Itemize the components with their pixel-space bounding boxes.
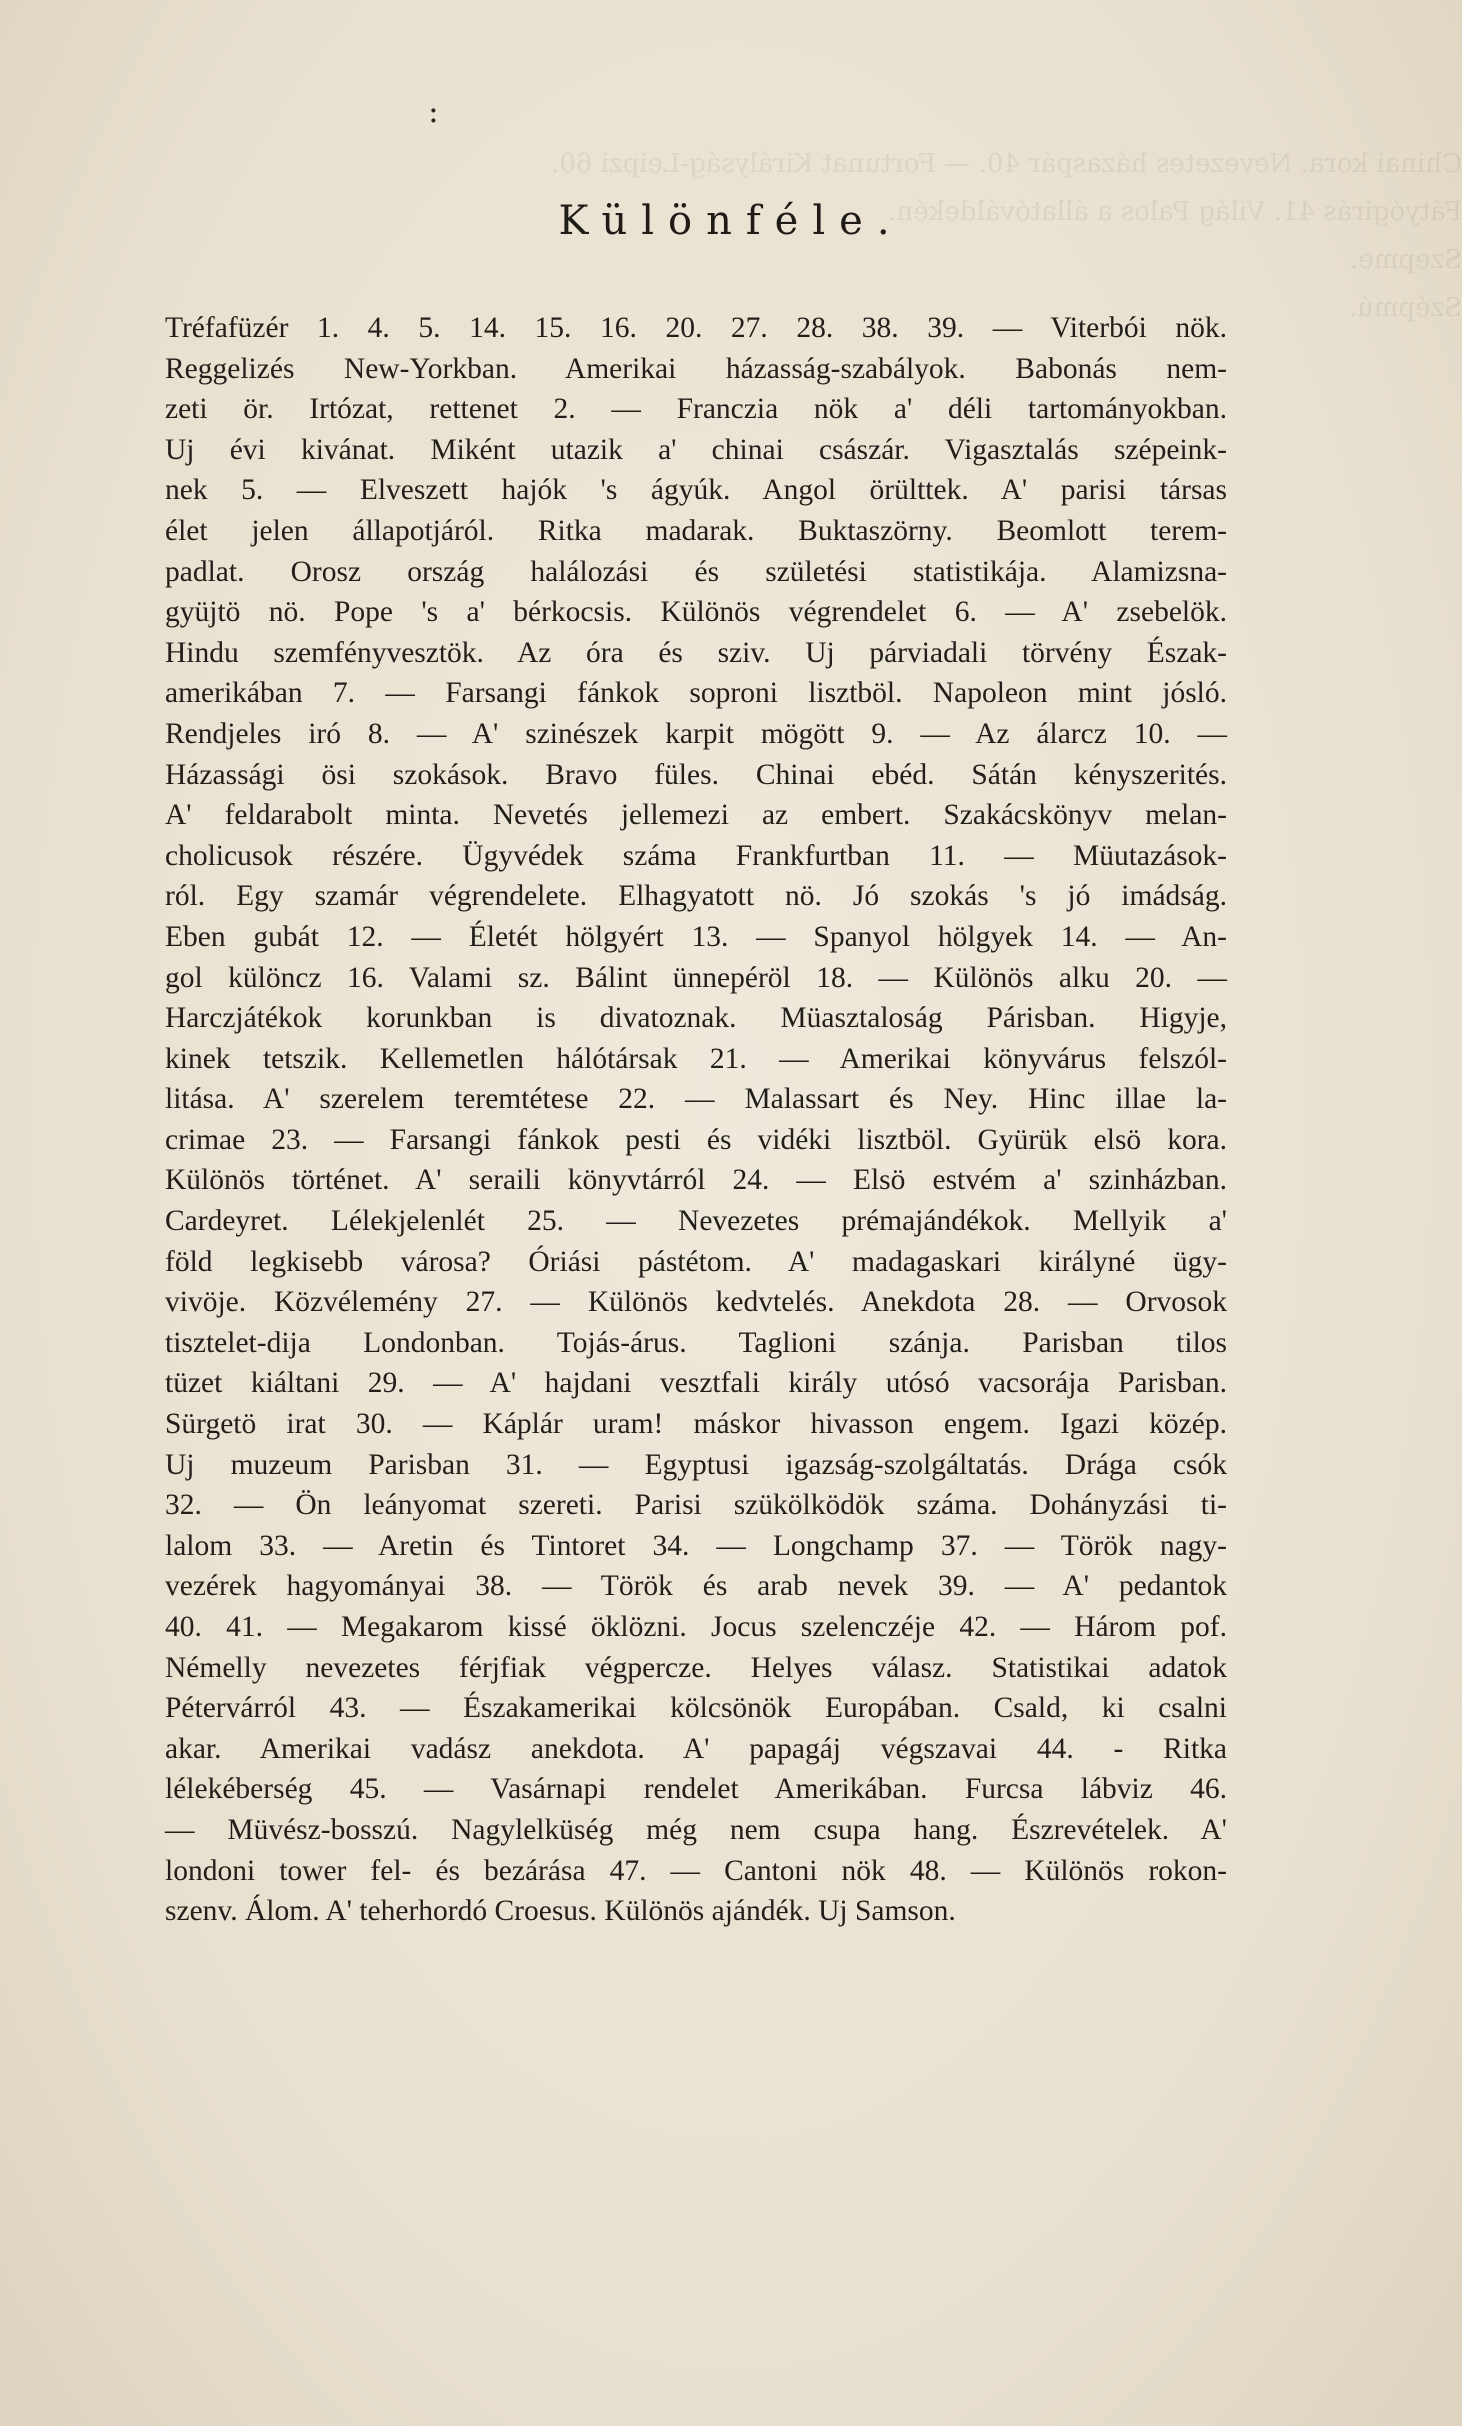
text-line: padlat. Orosz ország halálozási és születési statistikája. Alamizsna-: [165, 555, 1227, 588]
text-line: nek 5. — Elveszett hajók 's ágyúk. Angol örülttek. A' parisi társas: [165, 474, 1227, 507]
text-line: 32. — Ön leányomat szereti. Parisi szükölködök száma. Dohányzási ti-: [165, 1489, 1227, 1522]
text-line: Uj évi kivánat. Miként utazik a' chinai császár. Vigasztalás szépeink-: [165, 433, 1227, 466]
text-line: Hindu szemfényvesztök. Az óra és sziv. Uj párviadali törvény Észak-: [165, 636, 1227, 669]
text-line: föld legkisebb városa? Óriási pástétom. A' madagaskari királyné ügy-: [165, 1245, 1227, 1278]
text-line: zeti ör. Irtózat, rettenet 2. — Franczia nök a' déli tartományokban.: [165, 393, 1227, 426]
text-line: Házassági ösi szokások. Bravo füles. Chinai ebéd. Sátán kényszerités.: [165, 758, 1227, 791]
text-line: Reggelizés New-Yorkban. Amerikai házasság-szabályok. Babonás nem-: [165, 352, 1227, 385]
bleed-through-line: Szépmú.: [1348, 293, 1462, 323]
text-line: Harczjátékok korunkban is divatoznak. Müasztaloság Párisban. Higyje,: [165, 1002, 1227, 1035]
text-line: litása. A' szerelem teremtétese 22. — Malassart és Ney. Hinc illae la-: [165, 1083, 1227, 1116]
bleed-through-line: Chinai kora. Nevezetes házaspár 40. — Fortunat Királyság-Leipzi 60.: [551, 149, 1462, 179]
text-line: Cardeyret. Lélekjelenlét 25. — Nevezetes prémajándékok. Mellyik a': [165, 1205, 1227, 1238]
text-line: ról. Egy szamár végrendelete. Elhagyatott nö. Jó szokás 's jó imádság.: [165, 880, 1227, 913]
text-line: Némelly nevezetes férjfiak végpercze. Helyes válasz. Statistikai adatok: [165, 1651, 1227, 1684]
text-line: gol különcz 16. Valami sz. Bálint ünnepéröl 18. — Különös alku 20. —: [165, 961, 1227, 994]
text-line: vezérek hagyományai 38. — Török és arab nevek 39. — A' pedantok: [165, 1570, 1227, 1603]
text-line: Eben gubát 12. — Életét hölgyért 13. — Spanyol hölgyek 14. — An-: [165, 920, 1227, 953]
text-line: Sürgetö irat 30. — Káplár uram! máskor hivasson engem. Igazi közép.: [165, 1408, 1227, 1441]
text-line: tisztelet-dija Londonban. Tojás-árus. Taglioni szánja. Parisban tilos: [165, 1326, 1227, 1359]
text-line: amerikában 7. — Farsangi fánkok soproni lisztböl. Napoleon mint jósló.: [165, 677, 1227, 710]
text-line: szenv. Álom. A' teherhordó Croesus. Különös ajándék. Uj Samson.: [165, 1895, 956, 1928]
text-line: gyüjtö nö. Pope 's a' bérkocsis. Különös végrendelet 6. — A' zsebelök.: [165, 596, 1227, 629]
text-line: cholicusok részére. Ügyvédek száma Frankfurtban 11. — Müutazások-: [165, 839, 1227, 872]
page-title: Különféle.: [558, 198, 904, 244]
text-line: Különös történet. A' seraili könyvtárról 24. — Elsö estvém a' szinházban.: [165, 1164, 1227, 1197]
text-line: vivöje. Közvélemény 27. — Különös kedvtelés. Anekdota 28. — Orvosok: [165, 1286, 1227, 1319]
text-line: A' feldarabolt minta. Nevetés jellemezi az embert. Szakácskönyv melan-: [165, 799, 1227, 832]
text-line: londoni tower fel- és bezárása 47. — Cantoni nök 48. — Különös rokon-: [165, 1854, 1227, 1887]
text-line: Uj muzeum Parisban 31. — Egyptusi igazság-szolgáltatás. Drága csók: [165, 1448, 1227, 1481]
text-line: lélekéberség 45. — Vasárnapi rendelet Amerikában. Furcsa lábviz 46.: [165, 1773, 1227, 1806]
text-line: tüzet kiáltani 29. — A' hajdani vesztfali király utósó vacsorája Parisban.: [165, 1367, 1227, 1400]
bleed-through-line: Fátyógirás 41. Világ Palos a állatóváldekén.: [888, 197, 1462, 227]
text-line: kinek tetszik. Kellemetlen hálótársak 21. — Amerikai könyvárus felszól-: [165, 1042, 1227, 1075]
text-line: — Müvész-bosszú. Nagylelküség még nem csupa hang. Észrevételek. A': [165, 1813, 1227, 1846]
text-line: Rendjeles iró 8. — A' szinészek karpit mögött 9. — Az álarcz 10. —: [165, 717, 1227, 750]
text-line: Pétervárról 43. — Északamerikai kölcsönök Europában. Csald, ki csalni: [165, 1692, 1227, 1725]
text-line: akar. Amerikai vadász anekdota. A' papagáj végszavai 44. - Ritka: [165, 1732, 1227, 1765]
text-line: élet jelen állapotjáról. Ritka madarak. Buktaszörny. Beomlott terem-: [165, 514, 1227, 547]
text-line: Tréfafüzér 1. 4. 5. 14. 15. 16. 20. 27. 28. 38. 39. — Viterbói nök.: [165, 312, 1227, 344]
text-line: crimae 23. — Farsangi fánkok pesti és vidéki lisztböl. Gyürük elsö kora.: [165, 1123, 1227, 1156]
index-text: [165, 308, 1227, 1932]
bleed-through-line: Szepme.: [1350, 245, 1462, 275]
text-line: lalom 33. — Aretin és Tintoret 34. — Longchamp 37. — Török nagy-: [165, 1529, 1227, 1562]
text-line: 40. 41. — Megakarom kissé öklözni. Jocus szelenczéje 42. — Három pof.: [165, 1611, 1227, 1643]
printer-mark: :: [428, 92, 439, 130]
